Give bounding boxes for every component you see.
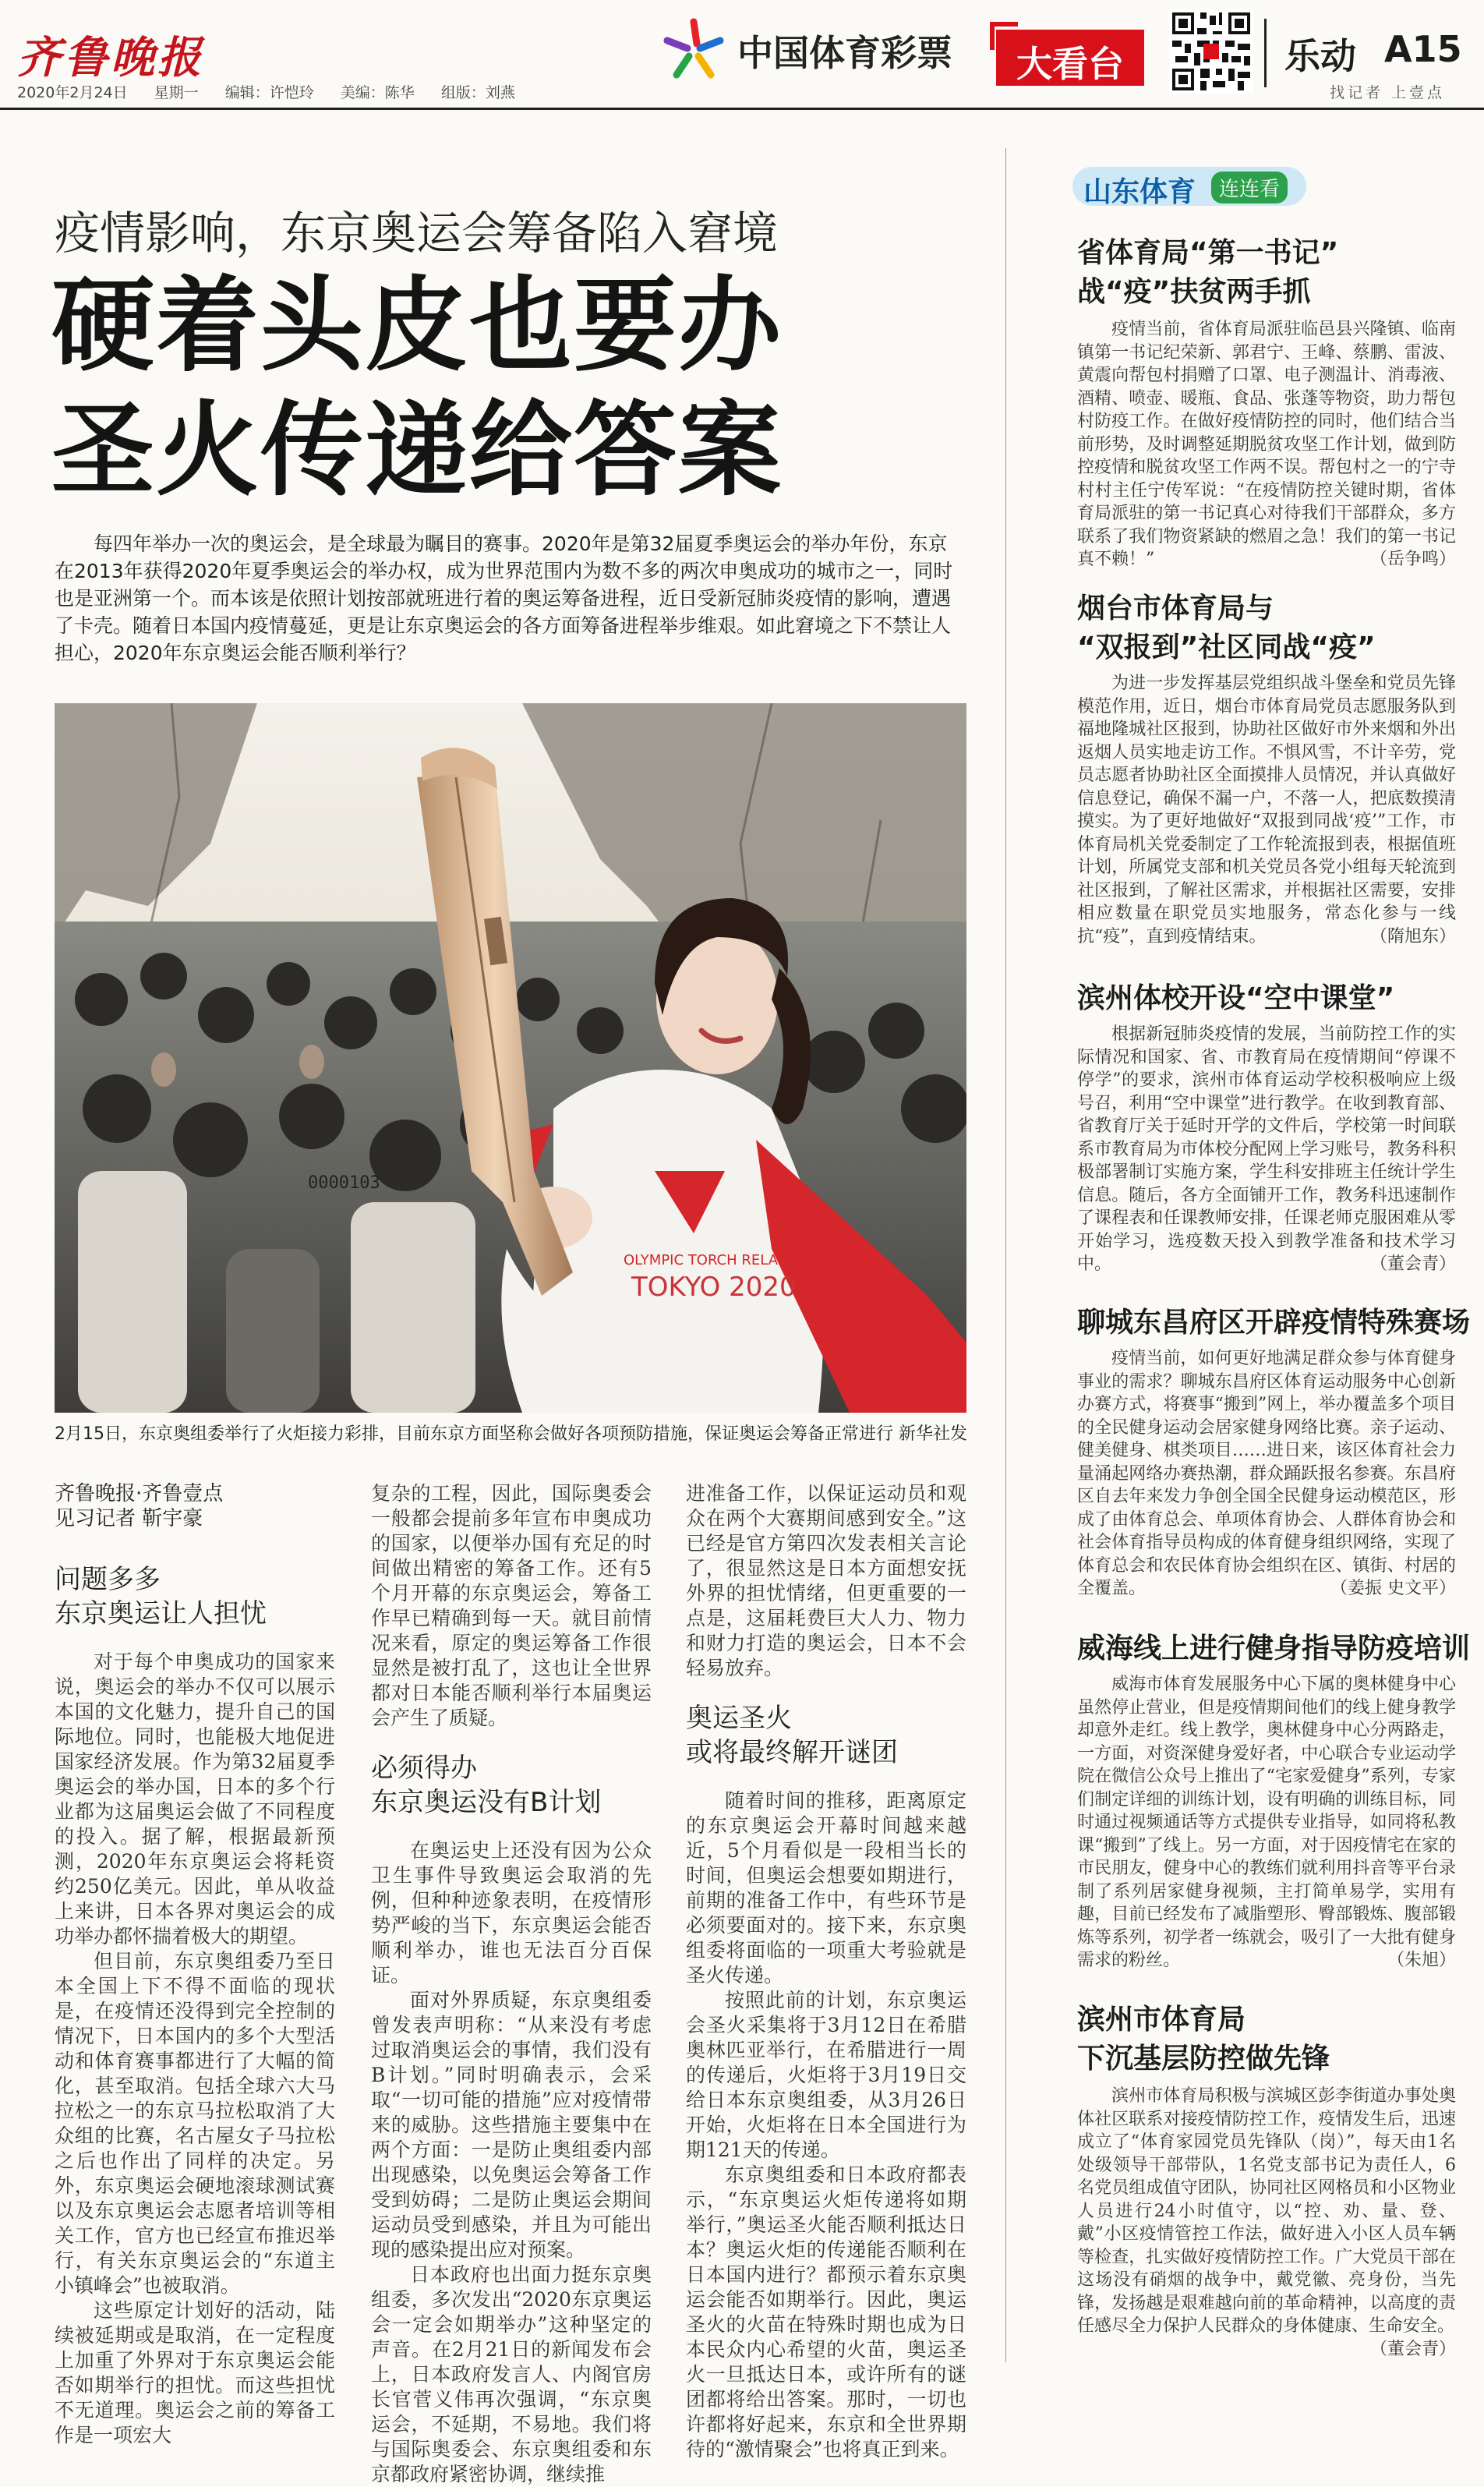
sidebar-item-body: 滨州市体育局积极与滨城区彭李街道办事处奥体社区联系对接疫情防控工作，疫情发生后，迅速成立了“体育家园党员先锋队（岗）”，每天由1名处级领导干部带队，1名党支部书记为责任人，6名党员组成值守团队，协同社区网格员和小区物业人员进行24小时值守，以“控、劝、量、登、戴”小区疫情管控工作法，做好进入小区人员车辆等检查，扎实做好疫情防控工作。广大党员干部在这场没有硝烟的战争中，戴党徽、亮身份，当先锋，发扬越是艰难越向前的革命精神，以高度的责任感尽全力保护人民群众的身体健康、生命安全。 （董会青） xyxy=(1077,2085,1456,2361)
photo-caption: 2月15日，东京奥组委举行了火炬接力彩排，目前东京方面坚称会做好各项预防措施，保证奥运会筹备正常进行 新华社发 xyxy=(55,1424,967,1444)
shirt-text-2: TOKYO 2020 xyxy=(631,1272,797,1303)
sidebar-logo-main: 山东体育 xyxy=(1083,176,1196,208)
article-byline xyxy=(55,1481,223,1531)
headline-line-1: 硬着头皮也要办 xyxy=(51,266,783,386)
paragraph: 进准备工作，以保证运动员和观众在两个大赛期间感到安全。”这已经是官方第四次发表相关言论了，很显然这是日本方面想安抚外界的担忧情绪，但更重要的一点是，这届耗费巨大人力、物力和财力打造的奥运会，日本不会轻易放弃。 xyxy=(686,1482,966,1679)
paragraph: 但目前，东京奥组委乃至日本全国上下不得不面临的现状是，在疫情还没得到完全控制的情况下，日本国内的多个大型活动和体育赛事都进行了大幅的简化，甚至取消。包括全球六大马拉松之一的东京马拉松取消了大众组的比赛，名古屋女子马拉松之后也作出了同样的决定。另外，东京奥运会硬地滚球测试赛以及东京奥运会志愿者培训等相关工作，官方也已经宣布推迟举行，有关东京奥运会的“东道主小镇峰会”也被取消。 xyxy=(55,1950,335,2297)
byline-outlet: 齐鲁晚报·齐鲁壹点 xyxy=(55,1482,224,1505)
subhead-2: 必须得办 东京奥运没有B计划 xyxy=(371,1753,602,1818)
sidebar-item-author: （朱旭） xyxy=(1387,1951,1456,1970)
subhead-3: 奥运圣火 或将最终解开谜团 xyxy=(686,1703,898,1768)
sidebar-item: 聊城东昌府区开辟疫情特殊赛场 xyxy=(1077,1307,1471,1339)
torch-number: 0000103 xyxy=(308,1173,380,1193)
paragraph: 按照此前的计划，东京奥运会圣火采集将于3月12日在希腊奥林匹亚举行，在希腊进行一周的传递后，火炬将于3月19日交给日本东京奥组委，从3月26日开始，火炬将在日本全国进行为期121天的传递。 xyxy=(686,1989,966,2161)
sidebar-item-author: （姜振 史文平） xyxy=(1330,1579,1456,1598)
sidebar-item-author: （董会青） xyxy=(1369,2339,1456,2359)
paragraph: 东京奥组委和日本政府都表示，“东京奥运火炬传递将如期举行，”奥运圣火能否顺利抵达日本？奥运火炬的传递能否顺利在日本国内进行？都预示着东京奥运会能否如期举行。因此，奥运圣火的火苗在特殊时期也成为日本民众内心希望的火苗，奥运圣火一旦抵达日本，或许所有的谜团都将给出答案。那时，一切也许都将好起来，东京和全世界期待的“激情聚会”也将真正到来。 xyxy=(686,2163,966,2460)
sidebar-item: 滨州体校开设“空中课堂” xyxy=(1077,982,1395,1014)
article-column-2 xyxy=(371,1481,652,2487)
torch-relay-photo xyxy=(55,703,966,1413)
sidebar-logo xyxy=(1072,162,1306,209)
shirt-text: OLYMPIC TORCH RELAY xyxy=(624,1252,786,1268)
byline-reporter: 见习记者 靳宇豪 xyxy=(55,1507,203,1530)
paragraph: 复杂的工程，因此，国际奥委会一般都会提前多年宣布申奥成功的国家，以便举办国有充足的时间做出精密的筹备工作。还有5个月开幕的东京奥运会，筹备工作早已精确到每一天。就目前情况来看，原定的奥运筹备工作很显然是被打乱了，这也让全世界都对日本能否顺利举行本届奥运会产生了质疑。 xyxy=(371,1482,652,1729)
article-column-1 xyxy=(55,1562,335,2448)
sidebar-item: 省体育局“第一书记” 战“疫”扶贫两手抓 xyxy=(1077,237,1339,308)
reporter-hotline: 找记者 上壹点 xyxy=(1330,84,1446,101)
sidebar-item-author: （岳争鸣） xyxy=(1369,550,1456,569)
paragraph: 对于每个申奥成功的国家来说，奥运会的举办不仅可以展示本国的文化魅力，提升自己的国际地位。同时，也能极大地促进国家经济发展。作为第32届夏季奥运会的举办国，日本的多个行业都为这届奥运会做了不同程度的投入。据了解，根据最新预测，2020年东京奥运会将耗资约250亿美元。因此，单从收益上来讲，日本各界对奥运会的成功举办都怀揣着极大的期望。 xyxy=(55,1650,335,1948)
sidebar-item-body: 疫情当前，省体育局派驻临邑县兴隆镇、临南镇第一书记纪荣新、郭君宁、王峰、蔡鹏、雷波、黄震向帮包村捐赠了口罩、电子测温计、消毒液、酒精、喷壶、暖瓶、食品、张蓬等物资，助力帮包村防疫工作。在做好疫情防控的同时，他们结合当前形势，及时调整延期脱贫攻坚工作计划，做到防控疫情和脱贫攻坚工作两不误。帮包村之一的宁寺村村主任宁传军说：“在疫情防控关键时期，省体育局派驻的第一书记真心对待我们干部群众，多方联系了我们物资紧缺的燃眉之急！我们的第一书记真不赖！” （岳争鸣） xyxy=(1077,318,1456,571)
page-number: A15 xyxy=(1384,28,1462,70)
sidebar-item-body: 疫情当前，如何更好地满足群众参与体育健身事业的需求？聊城东昌府区体育运动服务中心创新办赛方式，将赛事“搬到”网上，举办覆盖多个项目的全民健身运动会居家健身网络比赛。亲子运动、健美健身、棋类项目……进日来，该区体育社会力量涌起网络办赛热潮，群众踊跃报名参赛。东昌府区自去年来发力争创全国全民健身运动模范区，形成了由体育总会、单项体育协会、人群体育协会和社会体育指导员构成的体育健身组织网络，实现了体育总会和农民体育协会组织在区、镇街、村居的全覆盖。 （姜振 史文平） xyxy=(1077,1347,1456,1601)
highlight-badge xyxy=(990,12,1154,87)
article-lead: 每四年举办一次的奥运会，是全球最为瞩目的赛事。2020年是第32届夏季奥运会的举办年份，东京在2013年获得2020年夏季奥运会的举办权，成为世界范围内为数不多的两次申奥成功的城市之一，同时也是亚洲第一个。而本该是依照计划按部就班进行着的奥运筹备进程，近日受新冠肺炎疫情的影响，遭遇了卡壳。随着日本国内疫情蔓延，更是让东京奥运会的各方面筹备进程举步维艰。如此窘境之下不禁让人担心，2020年东京奥运会能否顺利举行？ xyxy=(55,532,953,664)
paragraph: 随着时间的推移，距离原定的东京奥运会开幕时间越来越近，5个月看似是一段相当长的时间，但奥运会想要如期进行，前期的准备工作中，有些环节是必须要面对的。接下来，东京奥组委将面临的一项重大考验就是圣火传递。 xyxy=(686,1789,966,1986)
paragraph: 这些原定计划好的活动，陆续被延期或是取消，在一定程度上加重了外界对于东京奥运会能否如期举行的担忧。而这些担忧不无道理。奥运会之前的筹备工作是一项宏大 xyxy=(55,2299,335,2446)
headline-line-2: 圣火传递给答案 xyxy=(51,391,783,511)
subhead-1: 问题多多 东京奥运让人担忧 xyxy=(55,1564,267,1629)
article-headline xyxy=(51,264,783,513)
lottery-name: 中国体育彩票 xyxy=(737,32,952,74)
sidebar-divider xyxy=(1005,148,1006,2362)
sidebar-item-body: 根据新冠肺炎疫情的发展，当前防控工作的实际情况和国家、省、市教育局在疫情期间“停课不停学”的要求，滨州市体育运动学校积极响应上级号召，利用“空中课堂”进行教学。在收到教育部、省教育厅关于延时开学的文件后，学校第一时间联系市教育局为市体校分配网上学习账号，教务科积极部署制订实施方案，学生科安排班主任统计学生信息。随后，各方全面铺开工作，教务科迅速制作了课程表和任课教师安排，任课老师克服困难从零开始学习，选疫数天投入到教学准备和技术学习中。 （董会青） xyxy=(1077,1023,1456,1276)
newspaper-logo: 齐鲁晚报 xyxy=(17,32,204,83)
article-column-3 xyxy=(686,1481,966,2462)
paragraph: 面对外界质疑，东京奥组委曾发表声明称：“从来没有考虑过取消奥运会的事情，我们没有B计划。”同时明确表示，会采取“一切可能的措施”应对疫情带来的威胁。这些措施主要集中在两个方面：一是防止奥组委内部出现感染，以免奥运会筹备工作受到妨碍；二是防止奥运会期间运动员受到感染，并且为可能出现的感染提出应对预案。 xyxy=(371,1989,652,2261)
sidebar-item: 威海线上进行健身指导防疫培训 xyxy=(1077,1633,1471,1664)
masthead-rule xyxy=(0,108,1484,110)
sidebar-item-body: 为进一步发挥基层党组织战斗堡垒和党员先锋模范作用，近日，烟台市体育局党员志愿服务队到福地隆城社区报到，协助社区做好市外来烟和外出返烟人员实地走访工作。不惧风雪，不计辛劳，党员志愿者协助社区全面摸排人员情况，并认真做好信息登记，确保不漏一户，不落一人，把底数摸清摸实。为了更好地做好“双报到同战‘疫’”工作，市体育局机关党委制定了工作轮流报到表，根据值班计划，所属党支部和机关党员各党小组每天轮流到社区报到，了解社区需求，并根据社区需要，安排相应数量在职党员实地服务，常态化参与一线抗“疫”，直到疫情结束。 （隋旭东） xyxy=(1077,672,1456,948)
paragraph: 在奥运史上还没有因为公众卫生事件导致奥运会取消的先例，但种种迹象表明，在疫情形势严峻的当下，东京奥运会能否顺利举办，谁也无法百分百保证。 xyxy=(371,1839,652,1986)
masthead xyxy=(0,0,1484,109)
sidebar-item: 烟台市体育局与 “双报到”社区同战“疫” xyxy=(1077,593,1376,663)
proof-credit: 组版：刘燕 xyxy=(440,84,515,101)
issue-meta xyxy=(17,81,537,102)
sidebar-item-author: （隋旭东） xyxy=(1369,926,1456,946)
issue-weekday: 星期一 xyxy=(154,84,199,101)
torch-photo-illustration xyxy=(55,703,966,1413)
masthead-divider xyxy=(1264,19,1267,87)
designer-credit: 美编：陈华 xyxy=(340,84,415,101)
sidebar-item-author: （董会青） xyxy=(1369,1254,1456,1274)
qr-code-icon[interactable] xyxy=(1169,9,1253,94)
highlight-label: 大看台 xyxy=(1016,43,1124,85)
sidebar-logo-tag: 连连看 xyxy=(1211,172,1288,203)
sidebar-item-body: 威海市体育发展服务中心下属的奥林健身中心虽然停止营业，但是疫情期间他们的线上健身教学却意外走红。线上教学，奥林健身中心分两路走，一方面，对资深健身爱好者，中心联合专业运动学院在微信公众号上推出了“宅家爱健身”系列，专家们制定详细的训练计划，设有明确的训练目标，同时通过视频通话等方式提供专业指导，如同将私教课“搬到”了线上。另一方面，对于因疫情宅在家的市民朋友，健身中心的教练们就利用抖音等平台录制了系列居家健身视频，主打简单易学，实用有趣，目前已经发布了减脂塑形、臀部锻炼、腹部锻炼等系列，初学者一练就会，吸引了一大批有健身需求的粉丝。 （朱旭） xyxy=(1077,1673,1456,1972)
paragraph: 日本政府也出面力挺东京奥组委，多次发出“2020东京奥运会一定会如期举办”这种坚定的声音。在2月21日的新闻发布会上，日本政府发言人、内阁官房长官菅义伟再次强调，“东京奥运会，不延期，不易地。我们将与国际奥委会、东京奥组委和东京都政府紧密协调，继续推 xyxy=(371,2263,652,2485)
section-name: 乐动 xyxy=(1284,35,1356,77)
sidebar-item: 滨州市体育局 下沉基层防控做先锋 xyxy=(1077,2004,1330,2075)
article-kicker: 疫情影响，东京奥运会筹备陷入窘境 xyxy=(55,207,779,260)
lottery-star-icon xyxy=(661,17,726,83)
editor-credit: 编辑：许恺玲 xyxy=(224,84,314,101)
issue-date: 2020年2月24日 xyxy=(17,84,128,101)
